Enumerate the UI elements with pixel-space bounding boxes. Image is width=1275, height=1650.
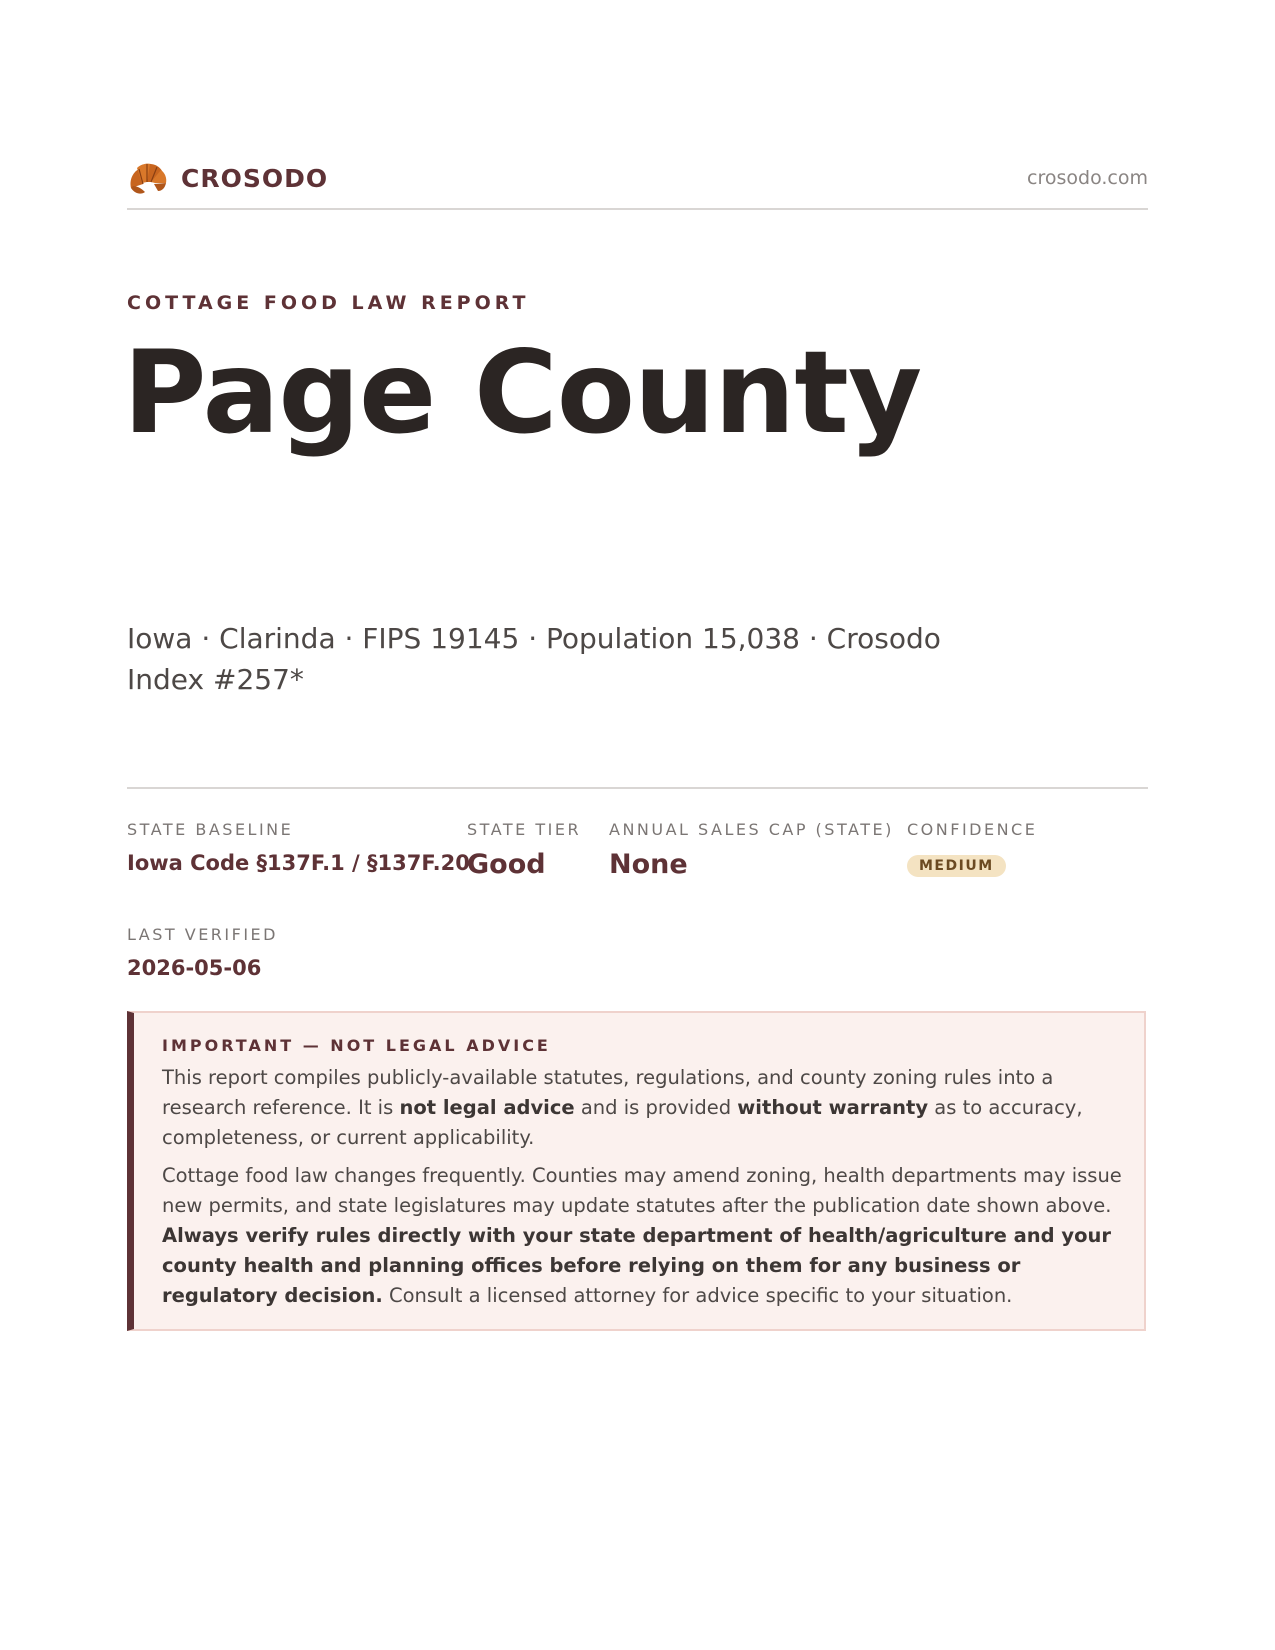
report-page <box>123 0 1148 1650</box>
legal-disclaimer-box <box>127 1011 1146 1331</box>
page-title: Page County <box>123 326 922 459</box>
state-tier-field <box>467 820 581 880</box>
confidence-field <box>907 820 1037 877</box>
disclaimer-text: Cottage food law changes frequently. Counties may amend zoning, health departments may issue new permits, and state legislatures may update statutes after the publication date shown above. <box>162 1163 1122 1217</box>
disclaimer-text: This report compiles publicly-available statutes, regulations, and county zoning rules into a research reference. It is <box>162 1065 1054 1119</box>
brand[interactable] <box>127 158 328 198</box>
sales-cap-value: None <box>609 849 688 880</box>
page-header <box>127 158 1148 210</box>
last-verified-label: LAST VERIFIED <box>127 925 278 944</box>
state-baseline-value: Iowa Code §137F.1 / §137F.20 <box>127 851 470 875</box>
disclaimer-paragraph-2 <box>162 1161 1124 1311</box>
report-type-label: COTTAGE FOOD LAW REPORT <box>127 292 530 314</box>
state-tier-value: Good <box>467 849 546 880</box>
section-divider <box>127 787 1148 789</box>
disclaimer-text: as to accuracy, completeness, or current applicability. <box>162 1095 1083 1149</box>
state-tier-label: STATE TIER <box>467 820 582 839</box>
confidence-label: CONFIDENCE <box>907 820 1038 839</box>
last-verified-field <box>127 925 278 980</box>
disclaimer-emphasis: without warranty <box>737 1095 929 1119</box>
disclaimer-emphasis: not legal advice <box>399 1095 575 1119</box>
brand-name: CROSODO <box>181 163 329 193</box>
disclaimer-paragraph-1 <box>162 1063 1124 1153</box>
county-summary: Iowa · Clarinda · FIPS 19145 · Population 15,038 · Crosodo Index #257* <box>127 622 941 696</box>
site-url-link[interactable]: crosodo.com <box>1027 167 1148 189</box>
disclaimer-emphasis: Always verify rules directly with your state department of health/agriculture and your county health and planning offices before relying on them for any business or regulatory decision. <box>162 1223 1112 1307</box>
last-verified-value: 2026-05-06 <box>127 956 262 980</box>
disclaimer-text: Consult a licensed attorney for advice specific to your situation. <box>382 1283 1013 1307</box>
state-baseline-field <box>127 820 470 875</box>
disclaimer-heading: IMPORTANT — NOT LEGAL ADVICE <box>162 1036 551 1055</box>
confidence-badge: MEDIUM <box>907 855 1006 877</box>
croissant-icon <box>127 158 169 198</box>
disclaimer-text: and is provided <box>574 1095 738 1119</box>
state-baseline-label: STATE BASELINE <box>127 820 294 839</box>
sales-cap-label: ANNUAL SALES CAP (STATE) <box>609 820 894 839</box>
sales-cap-field <box>609 820 894 880</box>
